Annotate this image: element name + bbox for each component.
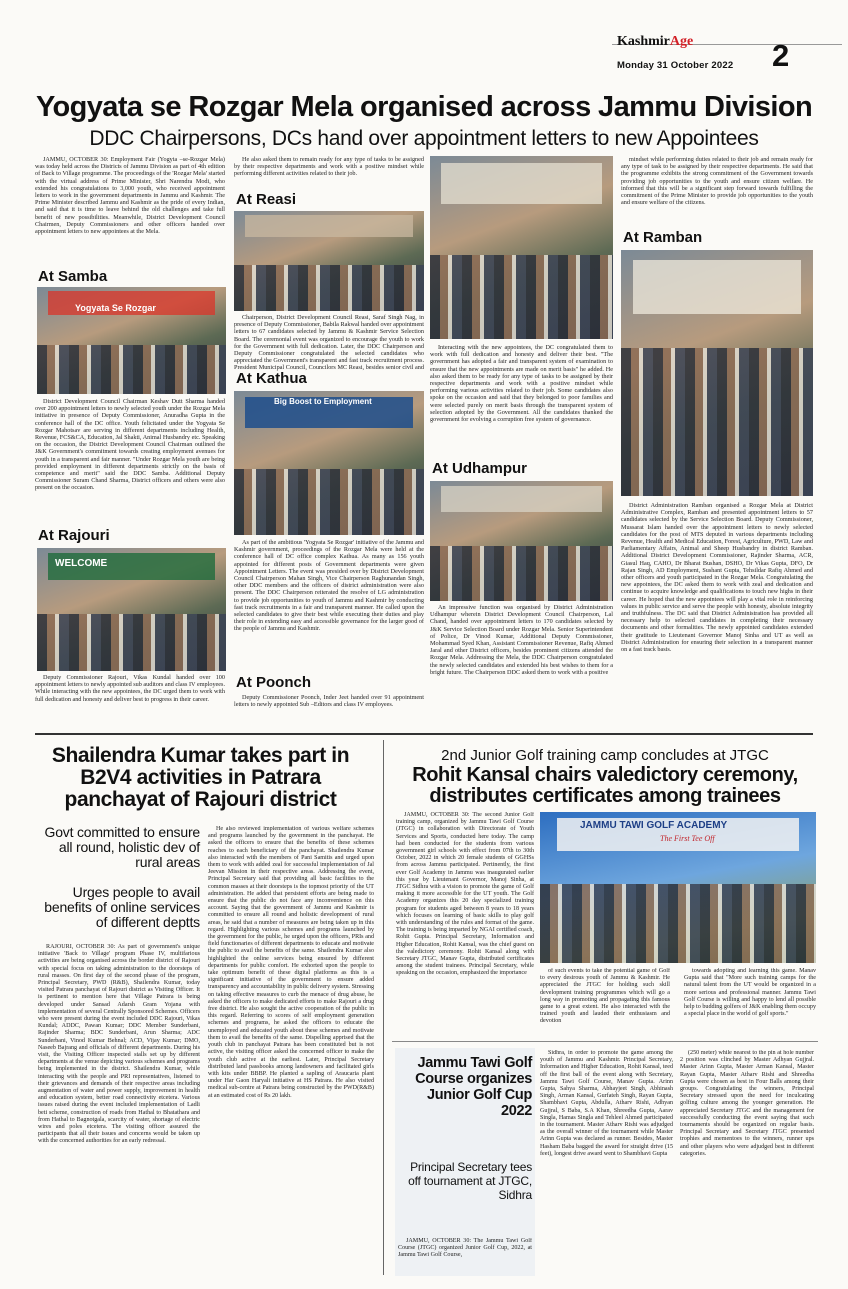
reasi-paragraph: Chairperson, District Development Council Reasi, Saraf Singh Nag, in presence of Deputy Commissioner, Babila Rakwal handed over appointment letters to 67 candidates selected by Jammu & Kashmir Service Selection Board. The ceremonial event was organized to encourage the youth to work for the Government with full dedication. Later, the DDC Chairperson and Deputy Commissioner congratulated the selected candidates who appreciated the Government's transparent and fast track recruitment process. President Municipal Council, Councilors MC Reasi, besides senior civil and [234,314,424,371]
golf-story-col1 [396,812,534,1034]
lead-col3-paragraph: Interacting with the new appointees, the DC congratulated them to work with full dedication and honesty and deliver their best. "The government has adopted a fair and transparent system of examination to ensure that the new appointments are made on merit basis" he added. He also asked them to be ready for any type of tasks to be assigned by their respective departments and work with a positive mindset while performing various activities related to their job. Some candidates also spoke on the occasion and said that they belonged to poor families and were selected purely on merit basis through the transparent system of selection adopted by the Government. All the candidates thanked the government for evolving a corruption free system of governance. [430,344,613,424]
reasi-photo-banner [245,215,412,237]
golf-academy-photo-people [540,884,816,963]
rajouri-story-col2 [208,826,374,1276]
golf-story-col1-paragraph: JAMMU, OCTOBER 30: The second Junior Golf training camp, organized by Jammu Tawi Golf Course (JTGC) in collaboration with Directorate of Youth Services and Sports, conducted here today. The camp had been conducted for the students from various government girl schools with effect from 07th to 30th October, 2022 in which 20 female students of GGHSs from across Jammu participated. Pertinently, the first ever Golf Academy in Jammu was inaugurated earlier this year by Lieutenant Governor, Manoj Sinha, at JTGC Sidhra with a vision to promote the game of Golf making it more accessible for the UT youth. The Golf Academy organizes this 20 day specialized training program for students aged between 8 years to 18 years which focuses on learning of basic skills to play golf with understanding of the rules and format of the game. The training is being imparted by NGAI certified coach, Rohit Gupta. Principal Secretary, Information and Higher Education, Rohit Kansal, was the chief guest on the valedictory ceremony. Rohit Kansal along with Secretary JTGC, Manav Gupta, distributed certificates among the student trainees. Principal Secretary, while speaking on the occasion, emphasized the importance [396,812,534,977]
ramban-photo [621,250,813,496]
poonch-paragraph: Deputy Commissioner Poonch, Inder Jeet handed over 91 appointment letters to newly appointed Sub –Editors and class IV employees. [234,694,424,709]
page-number: 2 [772,38,790,73]
lead-col4-top-text [621,156,813,229]
lead-col2-paragraph: He also asked them to remain ready for any type of tasks to be assigned by their respective departments and work with a positive mindset while performing different activities related to their job. [234,156,424,178]
reasi-photo-people [234,265,424,311]
udhampur-text [430,604,613,724]
ramban-heading: At Ramban [623,229,703,246]
rajouri-photo [37,548,226,671]
ramban-paragraph: District Administration Ramban organised a Rozgar Mela at District Administrative Complex, Ramban and presented appointment letters to 57 candidates selected by the Service Selection Board. Deputy Commissioner, Mussarat Islam handed over the appointment letters to newly selected candidates for the post of MTS deputed in various departments including Revenue, Health and Medical Education, Forest, Agriculture, PWD, Law and Parliamentary Affairs, Animal and Sheep Husbandry in district Ramban. Additional District Development Commissioner, Rajinder Sharma, ACR, Giasul Haq, CAHO, Dr Bharat Bushan, DSHO, Dr Vikas Gupta, DFO, Dr Rajan Singh, AD Employment, Sushant Gupta, Tehsildar Rafiq Ahmed and other officers and youth participated in the Rozgar Mela. Congratulating the new appointees, the DC asked them to work with zeal and dedication and continue to acquire knowledge and qualifications to touch new highs in their career. He hoped that the new appointees will play a vital role in reinforcing values in public service and serve the people with honesty, absolute integrity and truthfulness. The DC said that District Administration has provided all necessary help to selected candidates in completing their necessary documents and other formalities. The newly appointed candidates extended their gratitude to Lieutenant Governor Manoj Sinha and UT as well as District Administration for ensuring their selection in a transparent manner on a fast track basis. [621,502,813,654]
column-divider [383,740,384,1275]
kathua-photo [234,391,424,535]
udhampur-photo-banner [441,486,602,512]
main-event-photo-people [430,255,613,339]
golf-story-col3-paragraph: towards adopting and learning this game. Manav Gupta said that "More such training camps for the natural talent from the UT would be organized in a more serious and professional manner. Jammu Tawi Golf Course is willing and happy to lend all possible help to budding golfers of J&K enabling them occupy a special place in the world of golf sports." [684,968,816,1018]
golf-academy-photo [540,812,816,963]
ramban-photo-people [621,348,813,496]
kathua-paragraph: As part of the ambitious 'Yogyata Se Rozgar' initiative of the Jammu and Kashmir government, proceedings of the Rozgar Mela were held at the conference hall of DC office complex Kathua. As many as 156 youth appointed for different posts of Government departments were given Appointment Letters. The event was presided over by District Development Council Chairperson Mahan Singh, Vice Chairperson Raghunandan Singh, other DDC members and the officers of district administration were also present. The DDC Chairperson reiterated the resolve of LG administration to provide job opportunities to youth of Jammu and Kashmir by conducting fast track recruitments in a fair and transparent manner. He called upon the selected candidates to give their best while executing their duties and play their role in extending easy and accessible governance for the larger good of the people of Jammu and Kashmir. [234,539,424,633]
cup-story-col1-paragraph: JAMMU, OCTOBER 30: The Jammu Tawi Golf Course (JTGC) organized Junior Golf Cup, 2022, at Jammu Tawi Golf Course, [398,1238,532,1259]
masthead-date: Monday 31 October 2022 [617,60,734,71]
lead-col4-paragraph: mindset while performing duties related to their job and remain ready for any type of task to be assigned by their respective departments. He said that the programme exhibits the strong commitment of the Government towards providing job opportunities to the youth and ensure citizen welfare. He informed that this will be a significant step forward towards fulfilling the commitment of the Prime Minister to provide job opportunities to the youth and ensure welfare of the citizens. [621,156,813,207]
rajouri-story-col2-paragraph: He also reviewed implementation of various welfare schemes and programs launched by the government in the panchayat. He asked the officers to ensure that the benefits of these schemes reaches to each beneficiary of the panchayat. Shailendra Kumar also interacted with the members of Pani Samitis and urged upon them to work with added zeal for successful implementation of Jal Jeevan Mission in their respective areas. Addressing the event, Principal Secretary said that providing all basic facilities to the common masses at their doorsteps is the topmost priority of the UT administration. He added that persistent efforts are being made to ensure that the public do not face any inconvenience on this account. Saying that the government of Jammu and Kashmir is committed to ensure all round and holistic development of rural areas, he said that a number of measures are being taken up in this regard. Highlighting various schemes and programs launched by the government for the public, he urged upon the officers, PRIs and field functionaries of different departments to educate and motivate the public to avail the benefits of the same. Shailendra Kumar also highlighted the online services being ensured by different departments for public comfort. He exhorted upon the people to take optimum benefit of these digital platforms as this is a significant initiative of the government to ensure added transparency and accountability in public delivery system. Stressing on taking effective measures to curb the menace of drug abuse, he asked the officers to make dedicated efforts to make Rajouri a drug free district. He also sought the active cooperation of the public in this regard. Referring to scores of self employment generation schemes and programs, he asked the officers to educate the unemployed and educated youth about these schemes and motivate them to avail the benefits of the same. Dispelling apprised that the youth club in panchayat Patrara has been constituted but is not active, the visiting officer asked the concerned officer to make the youth club active at the earliest. Later, Principal Secretary distributed land passbooks among landowners and facilitated girls with kits under BBBP. He planted a sapling of Araucaria plant under Har Gaon Haryali initiative at HS Patrara. He also visited medical sub-centre at Patrara being constructed by the PWD(R&B) at an estimated cost of Rs 20 lakh. [208,826,374,1099]
cup-story-col1 [398,1238,532,1274]
lead-col1-text [35,156,225,268]
masthead-logo [617,34,693,50]
poonch-text [234,694,424,724]
cup-story-deck: Principal Secretary tees off tournament at JTGC, Sidhra [408,1160,532,1202]
masthead-brand-accent: Age [669,34,694,49]
udhampur-photo [430,481,613,601]
kathua-text [234,539,424,674]
golf-story-kicker: 2nd Junior Golf training camp concludes at JTGC [441,747,769,764]
rajouri-story-col1 [38,944,200,1276]
golf-story-headline: Rohit Kansal chairs valedictory ceremony, distributes certificates among trainees [412,764,798,807]
section-divider [35,733,813,735]
kathua-heading: At Kathua [236,370,307,387]
cup-story-headline: Jammu Tawi Golf Course organizes Junior Golf Cup 2022 [415,1055,532,1119]
reasi-heading: At Reasi [236,191,297,208]
lead-col1-paragraph: JAMMU, OCTOBER 30: Employment Fair (Yogyta –se-Rozgar Mela) was today held across the Districts of Jammu Division as part of 4th edition of Back to Village programme. The proceedings of the 'Rozgar Mela' started with the virtual address of Prime Minister, Shri Narendra Modi, who extended his congratulations to 3,000 youth, who received appointment letters to work in the government departments in Jammu and Kashmir. The Prime Minister described Jammu and Kashmir as the pride of every Indian, and said that it is time to leave behind the old challenges and take full benefit of new possibilities. Meanwhile, District Development Council Chairmen, Deputy Commissioners and other officers handed over appointment letters to new appointees at the Mela. [35,156,225,236]
udhampur-photo-people [430,546,613,601]
ramban-text [621,502,813,724]
rajouri-photo-banner-text: WELCOME [55,558,108,569]
cup-story-col2 [540,1050,673,1276]
rajouri-story-col1-paragraph: RAJOURI, OCTOBER 30: As part of government's unique initiative 'Back to Village' program Phase IV, multifarious activities are being organised across the border district of Rajouri with special focus on taking administration to the doorsteps of rural masses. On first day of the second phase of the program, Principal Secretary, PWD (R&B), Shailendra Kumar, today visited Patrara panchayat of Rajouri district as Visiting Officer. It is pertinent to mention here that Village Patrara is being developed under Sansad Adarsh Gram Yojana with implementation of several Centrally Sponsored Schemes. Officers who were present during the event included DDC Rajouri, Vikas Kundal; ADDC, Pawan Kumar; DDC Member Sunderbani, Rajinder Sharma; BDC Sunderbani, Arun Sharma; ADC Sunderbani, Vinod Kumar Behnal; ACD, Vijay Kumar; DMO, Naseeb Bajrang and officials of different departments. During his visit, the Visiting Officer inspected stalls set up by different departments at the venue depicting various schemes and programs being implemented in the district. Shailendra Kumar, while interacting with the people and PRI representatives, listened to their grievances and demands of their respective areas including augmentation of water and power supply, improvement in health and education system, better road connectivity etcetera. Various issues raised during the event included implementation of Ladli beti scheme, construction of roads from Hathal to Bhatathara and from Hathal to Bagnotgala, scarcity of water, shortage of electric wires and poles etcetera. The visiting officer assured the participants that all their issues and concerns would be taken up with the concerned authorities for an early redressal. [38,944,200,1145]
main-event-photo-banner [441,163,602,203]
reasi-photo [234,211,424,311]
golf-divider [392,1041,818,1042]
samba-photo-people [37,345,226,394]
golf-story-col2 [540,968,670,1036]
lead-col3-text [430,344,613,462]
cup-story-col3-paragraph: (250 meter) while nearest to the pin at hole number 2 position was clinched by Master Adhyan Gujjral. Master Arinn Gupta, Master Arman Kansal, Master Rayan Gupta, Master Atharv Rishi and Shreedha Gupta were chosen as best in Four Balls among their groups. Congratulating the winners, Principal Secretary stressed upon the need for inculcating golfing culture among the younger generation. He appreciated Secretary JTGC and the management for successfully conducting the event saying that such tournaments should be organized on regular basis. Principal Secretary and Secretary JTGC presented trophies and mementoes to the winners, runner ups and other players who were adjudged best in different categories. [680,1050,814,1157]
ramban-photo-banner [633,260,802,314]
main-event-photo [430,156,613,339]
rajouri-photo-people [37,614,226,671]
lead-headline: Yogyata se Rozgar Mela organised across Jammu Division [35,91,813,123]
golf-academy-banner-text: JAMMU TAWI GOLF ACADEMY [580,820,728,831]
rajouri-story-deck-1: Govt committed to ensure all round, holistic dev of rural areas [44,824,200,870]
samba-photo-banner-text: Yogyata Se Rozgar [75,303,156,313]
udhampur-paragraph: An impressive function was organised by District Administration Udhampur wherein District Development Council Chairperson, Lal Chand, handed over appointment letters to 170 candidates selected by J&K Service Selection Board under Rozgar Mela. Senior Superintendent of Police, Dr Vinod Kumar, Additional Deputy Commissioner, Mohammad Syed Khan, Assistant Commissioner Revenue, Rafiq Ahmed Jaral and other District officers, besides prominent citizens attended the Rozgar Mela. Addressing the Mela, the DDC Chairperson congratulated the newly selected candidates and extended his best wishes to them for a bright future. The Chairperson DDC asked them to work with a positive [430,604,613,676]
poonch-heading: At Poonch [236,674,311,691]
lead-col2-top-text [234,156,424,192]
kathua-photo-banner-text: Big Boost to Employment [274,397,372,406]
samba-photo [37,287,226,394]
rajouri-text [35,674,225,724]
samba-paragraph: District Development Council Chairman Keshav Dutt Sharma handed over 200 appointment letters to newly selected youth under the Rozgar Mela initiative in presence of Deputy Commissioner, Anuradha Gupta in the conference hall of the DC office. Youth felicitated under the Yogyata Se Rozgar Mahotsav are serving in different departments including Health, Revenue, FCS&CA, Education, Jal Shakti, Animal Husbandry etc. Speaking on the occasion, the District Development Council Chairman outlined the J&K Government's commitment towards creating employment avenues for youth in a transparent and fair manner. "Under Rozgar Mela youth are being provided employment in different departments strictly on the basis of competence and merit" said the DDC Samba. Additional Deputy Commissioner Suram Chand Sharma, District officers and others were also present on the occasion. [35,398,225,492]
rajouri-story-headline: Shailendra Kumar takes part in B2V4 activities in Patrara panchayat of Rajouri district [51,744,350,811]
golf-academy-tagline: The First Tee Off [660,834,715,843]
lead-subheadline: DDC Chairpersons, DCs hand over appointment letters to new Appointees [89,127,759,150]
samba-text [35,398,225,525]
rajouri-paragraph: Deputy Commissioner Rajouri, Vikas Kundal handed over 100 appointment letters to newly appointed sub auditors and class IV employees. While interacting with the new appointees, the DC urged them to work with full dedication and honesty and deliver best to progress in their career. [35,674,225,703]
samba-heading: At Samba [38,268,108,285]
masthead-brand: Kashmir [617,34,670,49]
udhampur-heading: At Udhampur [432,460,527,477]
golf-story-col2-paragraph: of such events to take the potential game of Golf to every desirous youth of Jammu & Kashmir. He appreciated the JTGC for holding such skill development training programmes which will go a long way in promoting and propagating this famous game to a great extent. He also interacted with the trained youth and lauded their enthusiasm and devotion [540,968,670,1025]
reasi-text [234,314,424,371]
rajouri-heading: At Rajouri [38,527,110,544]
cup-story-col3 [680,1050,814,1276]
golf-story-col3 [684,968,816,1036]
rajouri-story-deck-2: Urges people to avail benefits of online services of different deptts [44,884,200,930]
cup-story-col2-paragraph: Sidhra, in order to promote the game among the youth of Jammu and Kashmir. Principal Secretary, Information and Higher Education, Rohit Kansal, teed off the first ball of the event along with Secretary, Jammu Tawi Golf Course, Manav Gupta. Arinn Gupta, Sahya Sharma, Abhayjeet Singh, Abhinash Singh, Arman Kansal, Gurfateh Singh, Rayan Gupta, Shambhavi Gupta, Abdulla, Atharv Rishi, Adhyan Gujjral, S Baba, S.A Khan, Shreedha Gupta, Aarav Singla, Hamas Singla and Tehleel Ahmed participated in the tournament. Master Atharv Rishi was adjudged as the overall winner of the tournament while Master Arinn Gupta was declared as runner. Besides, Master Hasham Baba bagged the award for straight drive (15 feet), longest drive award went to Shambhavi Gupta [540,1050,673,1157]
kathua-photo-people [234,469,424,535]
